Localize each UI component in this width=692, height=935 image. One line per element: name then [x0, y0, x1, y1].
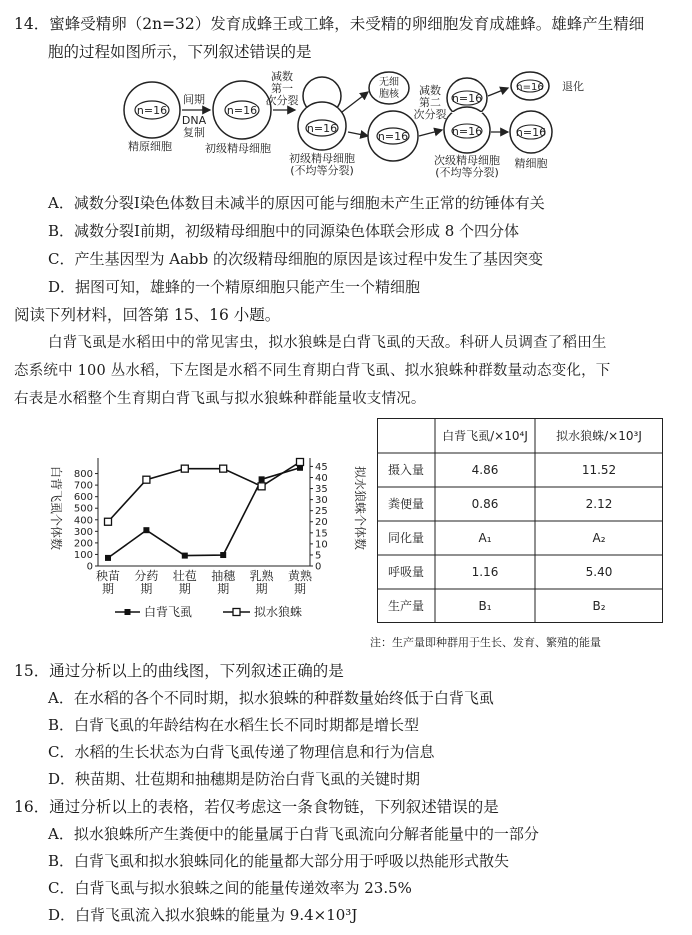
data-point [220, 552, 226, 558]
table-cell: 2.12 [585, 497, 613, 511]
svg-text:第一: 第一 [271, 82, 293, 95]
right-tick-label: 0 [315, 561, 322, 573]
table-cell: B₂ [592, 599, 606, 613]
svg-text:无细: 无细 [379, 77, 399, 88]
table-cell: A₁ [478, 531, 492, 545]
series-line-2 [108, 462, 300, 522]
arrow-to-anucleate [342, 92, 368, 112]
data-point [182, 553, 188, 559]
table-row-label: 呼吸量 [387, 565, 425, 579]
table-cell: 5.40 [585, 565, 613, 579]
dna-label: DNA [181, 114, 207, 127]
degenerate-label: 退化 [562, 80, 584, 93]
data-point [181, 465, 188, 472]
svg-text:n=16: n=16 [226, 104, 258, 117]
x-tick-label: 壮苞 [172, 569, 197, 583]
left-tick-label: 300 [73, 526, 93, 538]
material-line3: 右表是水稻整个生育期白背飞虱与拟水狼蛛种群能量收支情况。 [14, 391, 426, 407]
secondary-label-1: 次级精母细胞 [434, 154, 500, 167]
svg-text:次分裂: 次分裂 [265, 94, 299, 107]
svg-text:次分裂: 次分裂 [413, 108, 447, 121]
data-point [105, 518, 112, 525]
legend-label-2: 拟水狼蛛 [254, 605, 303, 619]
q14-stem-line2: 胞的过程如图所示，下列叙述错误的是 [48, 43, 312, 61]
table-row-label: 同化量 [387, 531, 425, 545]
data-point [143, 527, 149, 533]
right-tick-label: 10 [315, 539, 328, 551]
energy-table [377, 418, 667, 630]
x-tick-label: 期 [140, 582, 153, 596]
spermatogonium-label: 精原细胞 [128, 140, 172, 153]
table-cell: A₂ [592, 531, 606, 545]
svg-text:n=16: n=16 [515, 126, 547, 139]
right-tick-label: 45 [315, 461, 328, 473]
right-tick-label: 25 [315, 506, 328, 518]
x-tick-label: 期 [293, 582, 307, 596]
table-note: 注：生产量即种群用于生长、发育、繁殖的能量 [370, 636, 601, 649]
data-point [297, 459, 304, 466]
meiosis-diagram [110, 70, 670, 182]
table-header-spider: 拟水狼蛛/×10³J [556, 429, 642, 443]
right-y-axis-label: 拟水狼蛛个体数 [353, 465, 367, 551]
q15-option-b: B．白背飞虱的年龄结构在水稻生长不同时期都是增长型 [48, 716, 420, 734]
material-line1: 白背飞虱是水稻田中的常见害虫，拟水狼蛛是白背飞虱的天敌。科研人员调查了稻田生 [48, 335, 607, 351]
left-tick-label: 800 [73, 469, 93, 481]
left-y-axis-label: 白背飞虱个体数 [49, 465, 63, 551]
q16-option-c: C．白背飞虱与拟水狼蛛之间的能量传递效率为 23.5% [48, 879, 412, 897]
unequal-division-label-2: (不均等分裂) [290, 164, 354, 177]
primary-spermatocyte-label: 初级精母细胞 [205, 142, 271, 155]
left-tick-label: 500 [73, 503, 93, 515]
left-tick-label: 100 [73, 549, 93, 561]
q15-stem: 15．通过分析以上的曲线图，下列叙述正确的是 [14, 662, 344, 680]
x-tick-label: 乳熟 [249, 569, 274, 583]
interphase-label: 间期 [183, 93, 205, 106]
x-tick-label: 抽穗 [211, 569, 236, 583]
svg-text:n=16: n=16 [451, 92, 483, 105]
x-tick-label: 分药 [134, 569, 159, 583]
sperm-label: 精细胞 [514, 157, 548, 170]
data-point [105, 555, 111, 561]
left-tick-label: 700 [73, 480, 93, 492]
table-row-label: 生产量 [387, 599, 425, 613]
svg-text:第二: 第二 [419, 96, 441, 109]
chromosome-label: n=16 [136, 104, 168, 117]
table-cell: 0.86 [471, 497, 499, 511]
table-cell: 1.16 [471, 565, 499, 579]
series-line-1 [108, 468, 300, 558]
q14-stem-line1: 14．蜜蜂受精卵（2n=32）发育成蜂王或工蜂，未受精的卵细胞发育成雄蜂。雄蜂产生精细 [14, 15, 645, 33]
data-point [258, 483, 265, 490]
svg-text:胞核: 胞核 [379, 89, 399, 100]
svg-text:n=16: n=16 [306, 122, 338, 135]
legend-label-1: 白背飞虱 [144, 605, 193, 619]
material-intro: 阅读下列材料，回答第 15、16 小题。 [14, 306, 281, 324]
right-tick-label: 30 [315, 495, 328, 507]
data-point [143, 476, 150, 483]
legend-marker-2 [233, 609, 240, 616]
table-cell: B₁ [478, 599, 492, 613]
left-tick-label: 200 [73, 538, 93, 550]
q14-option-b: B．减数分裂Ⅰ前期，初级精母细胞中的同源染色体联会形成 8 个四分体 [48, 222, 520, 240]
legend-marker-1 [125, 609, 131, 615]
x-tick-label: 期 [255, 582, 268, 596]
right-tick-label: 15 [315, 528, 328, 540]
q14-option-a: A．减数分裂Ⅰ染色体数目未减半的原因可能与细胞未产生正常的纺锤体有关 [48, 194, 545, 212]
right-tick-label: 20 [315, 517, 328, 529]
right-tick-label: 35 [315, 484, 328, 496]
table-row-label: 粪便量 [387, 497, 425, 511]
left-tick-label: 0 [86, 561, 93, 573]
x-tick-label: 期 [178, 582, 191, 596]
table-cell: 4.86 [471, 463, 499, 477]
arrow-meiosis-two [419, 130, 442, 136]
data-point [220, 465, 227, 472]
svg-text:n=16: n=16 [377, 130, 409, 143]
left-tick-label: 600 [73, 492, 93, 504]
q15-option-d: D．秧苗期、壮苞期和抽穗期是防治白背飞虱的关键时期 [48, 770, 421, 788]
table-row-label: 摄入量 [387, 463, 425, 477]
x-tick-label: 期 [101, 582, 115, 596]
q15-option-c: C．水稻的生长状态为白背飞虱传递了物理信息和行为信息 [48, 743, 435, 761]
replication-label: 复制 [183, 126, 205, 139]
svg-text:减数: 减数 [419, 84, 441, 97]
secondary-label-2: (不均等分裂) [435, 166, 499, 179]
left-tick-label: 400 [73, 515, 93, 527]
population-line-chart [40, 450, 370, 626]
q14-option-c: C．产生基因型为 Aabb 的次级精母细胞的原因是该过程中发生了基因突变 [48, 250, 543, 268]
q15-option-a: A．在水稻的各个不同时期，拟水狼蛛的种群数量始终低于白背飞虱 [48, 689, 494, 707]
q16-stem: 16．通过分析以上的表格，若仅考虑这一条食物链，下列叙述错误的是 [14, 798, 499, 816]
q16-option-a: A．拟水狼蛛所产生粪便中的能量属于白背飞虱流向分解者能量中的一部分 [48, 825, 539, 843]
svg-text:n=16: n=16 [516, 82, 544, 93]
material-line2: 态系统中 100 丛水稻，下左图是水稻不同生育期白背飞虱、拟水狼蛛种群数量动态变化，下 [14, 363, 611, 379]
svg-text:减数: 减数 [271, 70, 293, 83]
x-tick-label: 秧苗 [95, 569, 121, 583]
q14-option-d: D．据图可知，雄蜂的一个精原细胞只能产生一个精细胞 [48, 278, 421, 296]
table-cell: 11.52 [581, 463, 617, 477]
x-tick-label: 黄熟 [287, 569, 313, 583]
data-point [259, 476, 265, 482]
svg-text:n=16: n=16 [451, 125, 483, 138]
x-tick-label: 期 [217, 582, 230, 596]
arrow-to-secondary [348, 132, 368, 136]
q16-option-b: B．白背飞虱和拟水狼蛛同化的能量都大部分用于呼吸以热能形式散失 [48, 852, 510, 870]
right-tick-label: 5 [315, 550, 322, 562]
q16-option-d: D．白背飞虱流入拟水狼蛛的能量为 9.4×10³J [48, 906, 358, 924]
right-tick-label: 40 [315, 472, 328, 484]
table-header-planthopper: 白背飞虱/×10⁴J [442, 429, 528, 443]
unequal-division-label-1: 初级精母细胞 [289, 152, 355, 165]
